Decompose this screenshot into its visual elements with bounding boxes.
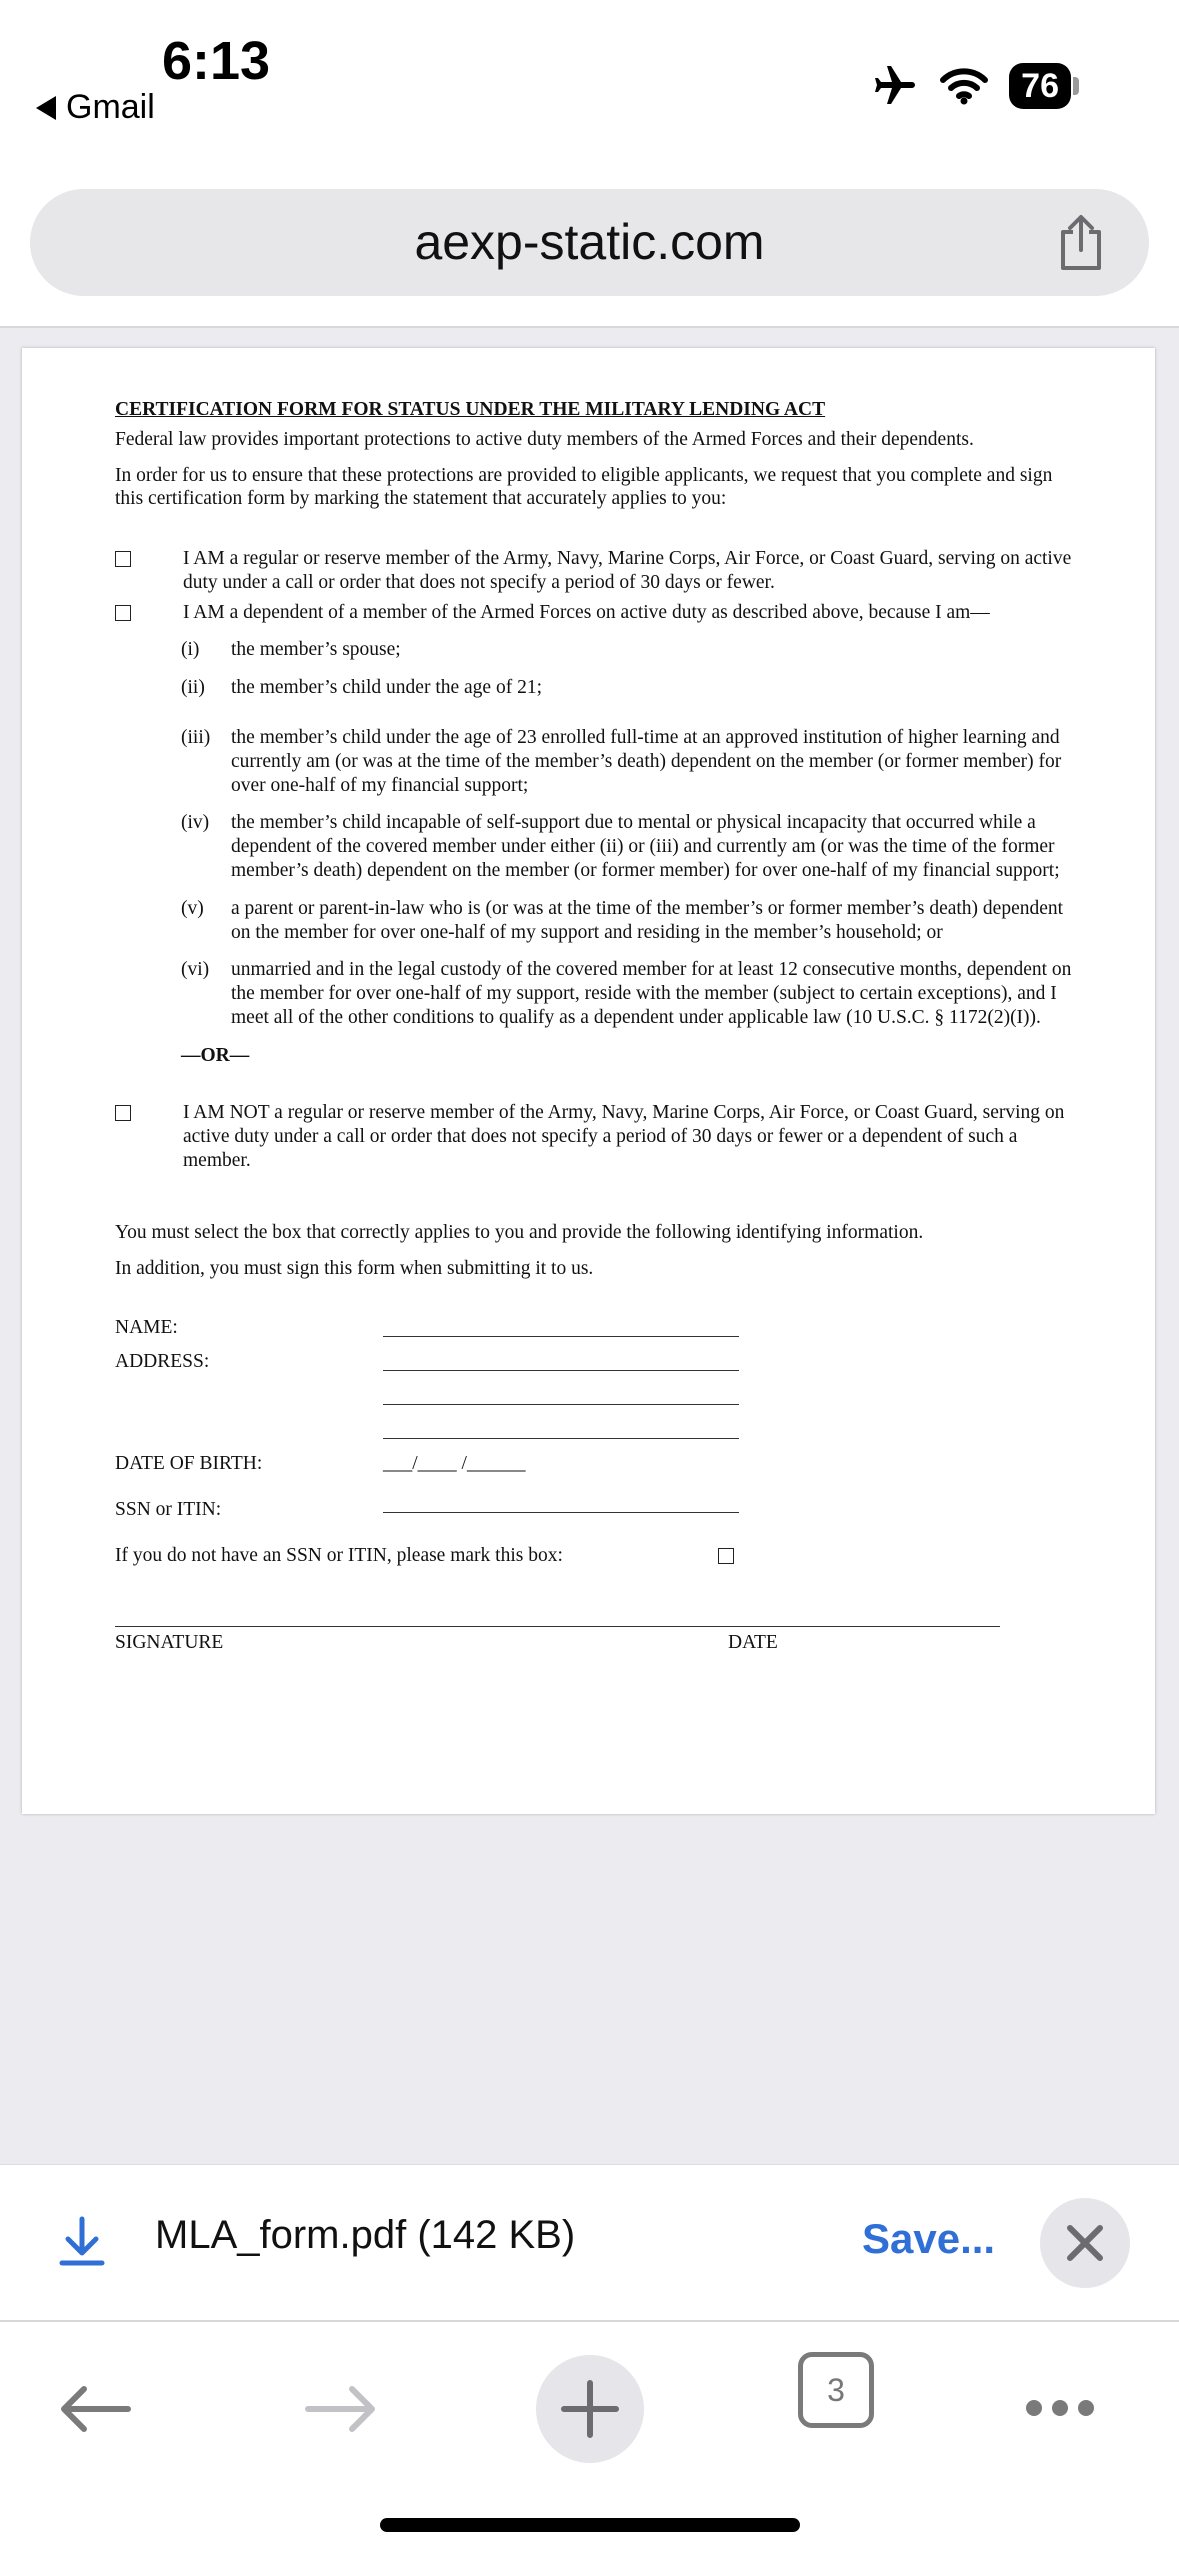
dob-label: DATE OF BIRTH: xyxy=(115,1453,263,1475)
back-arrow-icon[interactable] xyxy=(58,2384,132,2434)
dob-field xyxy=(115,1452,1080,1498)
document-body xyxy=(115,398,1080,1661)
dob-blank[interactable]: ___/____ /______ xyxy=(383,1453,526,1475)
close-download-button[interactable] xyxy=(1040,2198,1130,2288)
home-indicator xyxy=(380,2518,800,2532)
name-field xyxy=(115,1316,1080,1350)
instruction-2: In addition, you must sign this form when submitting it to us. xyxy=(115,1257,594,1279)
save-button[interactable]: Save... xyxy=(862,2215,996,2262)
option-not-member-text: I AM NOT a regular or reserve member of the Army, Navy, Marine Corps, Air Force, or Coast Guard, serving on active duty under a call or order that does not specify a period of 30 days or fewer or a dependent of such a member. xyxy=(183,1102,1065,1171)
address-field xyxy=(115,1350,1080,1452)
ssn-label: SSN or ITIN: xyxy=(115,1499,222,1521)
sub-item-text: the member’s child incapable of self-support due to mental or physical incapacity that occurred while a dependent of the covered member under either (ii) or (iii) and currently am (or was the time of the former member’s death) dependent on the member (or former member) for over one-half of my financial support; xyxy=(231,812,1060,881)
sub-item-num: (i) xyxy=(181,639,200,661)
battery-icon: 76 xyxy=(1009,63,1071,109)
doc-intro-2: In order for us to ensure that these protections are provided to eligible applicants, we request that you complete and sign this certification form by marking the statement that accurately applies to you: xyxy=(115,464,1053,510)
sub-item xyxy=(181,726,1080,797)
sub-item-num: (ii) xyxy=(181,677,205,699)
address-bar[interactable] xyxy=(30,189,1149,296)
download-filename: MLA_form.pdf (142 KB) xyxy=(155,2213,576,2257)
doc-intro-1: Federal law provides important protections to active duty members of the Armed Forces and their dependents. xyxy=(115,428,974,450)
name-line[interactable] xyxy=(383,1336,739,1337)
back-to-app-link[interactable] xyxy=(36,88,155,127)
battery-tip xyxy=(1073,77,1079,95)
sub-item xyxy=(181,676,1080,700)
tabs-button[interactable]: 3 xyxy=(798,2352,874,2428)
status-time: 6:13 xyxy=(162,31,271,91)
close-icon xyxy=(1040,2198,1130,2288)
sub-item-num: (iii) xyxy=(181,727,211,749)
status-bar xyxy=(0,0,1179,170)
checkbox-dependent[interactable] xyxy=(115,605,131,621)
status-icons xyxy=(871,62,1079,110)
pdf-page xyxy=(22,348,1155,1814)
option-active-duty xyxy=(115,547,1080,595)
more-icon[interactable] xyxy=(1024,2396,1096,2420)
option-dependent xyxy=(115,601,1080,625)
no-ssn-field xyxy=(115,1544,1080,1578)
signature-label: SIGNATURE xyxy=(115,1632,224,1654)
doc-title: CERTIFICATION FORM FOR STATUS UNDER THE MILITARY LENDING ACT xyxy=(115,399,826,420)
address-line[interactable] xyxy=(383,1438,739,1439)
sub-item xyxy=(181,638,1080,662)
signature-labels xyxy=(115,1631,1080,1661)
ssn-line[interactable] xyxy=(383,1512,739,1513)
airplane-icon xyxy=(871,62,919,110)
plus-icon xyxy=(536,2355,644,2463)
sub-item-num: (v) xyxy=(181,897,204,919)
sub-item-text: unmarried and in the legal custody of the covered member for at least 12 consecutive months, dependent on the member for over one-half of my support, reside with the member (subject to certain exceptions), and I meet all of the other conditions to qualify as a dependent under applicable law (10 U.S.C. § 1172(2)(I)). xyxy=(231,959,1072,1028)
download-icon xyxy=(58,2215,106,2267)
checkbox-no-ssn[interactable] xyxy=(718,1548,734,1564)
sub-item-num: (vi) xyxy=(181,959,210,981)
sub-item-text: the member’s child under the age of 21; xyxy=(231,677,543,699)
address-line[interactable] xyxy=(383,1370,739,1371)
instruction-1: You must select the box that correctly applies to you and provide the following identifying information. xyxy=(115,1221,924,1243)
back-app-label: Gmail xyxy=(66,88,155,126)
identity-fields xyxy=(115,1316,1080,1578)
or-separator: —OR— xyxy=(181,1044,250,1066)
checkbox-not-member[interactable] xyxy=(115,1105,131,1121)
option-not-member xyxy=(115,1101,1080,1172)
back-triangle-icon xyxy=(36,96,56,120)
sub-item-text: the member’s spouse; xyxy=(231,639,401,661)
url-text: aexp-static.com xyxy=(414,214,765,270)
sub-item xyxy=(181,958,1080,1029)
sub-item xyxy=(181,811,1080,882)
name-label: NAME: xyxy=(115,1317,178,1339)
sub-item-text: the member’s child under the age of 23 enrolled full-time at an approved institution of higher learning and currently am (or was at the time of the member’s death) dependent on the member (or former member) for over one-half of my financial support; xyxy=(231,727,1062,796)
wifi-icon xyxy=(939,66,989,106)
signature-line[interactable] xyxy=(115,1626,1000,1627)
address-label: ADDRESS: xyxy=(115,1351,210,1373)
share-icon[interactable] xyxy=(1053,214,1109,272)
download-bar xyxy=(0,2164,1179,2320)
sub-item-num: (iv) xyxy=(181,812,210,834)
sub-item xyxy=(181,897,1080,945)
new-tab-button[interactable] xyxy=(536,2355,644,2463)
address-line[interactable] xyxy=(383,1404,739,1405)
no-ssn-label: If you do not have an SSN or ITIN, please mark this box: xyxy=(115,1545,563,1567)
checkbox-active-duty[interactable] xyxy=(115,551,131,567)
sub-item-text: a parent or parent-in-law who is (or was at the time of the member’s or former member’s death) dependent on the member for over one-half of my support and residing in the member’s household; or xyxy=(231,897,1064,943)
option-dependent-text: I AM a dependent of a member of the Armed Forces on active duty as described above, because I am— xyxy=(183,601,990,623)
forward-arrow-icon[interactable] xyxy=(304,2384,378,2434)
date-label: DATE xyxy=(728,1632,778,1654)
ssn-field xyxy=(115,1498,1080,1544)
option-active-duty-text: I AM a regular or reserve member of the Army, Navy, Marine Corps, Air Force, or Coast Guard, serving on active duty under a call or order that does not specify a period of 30 days or fewer. xyxy=(183,548,1072,593)
